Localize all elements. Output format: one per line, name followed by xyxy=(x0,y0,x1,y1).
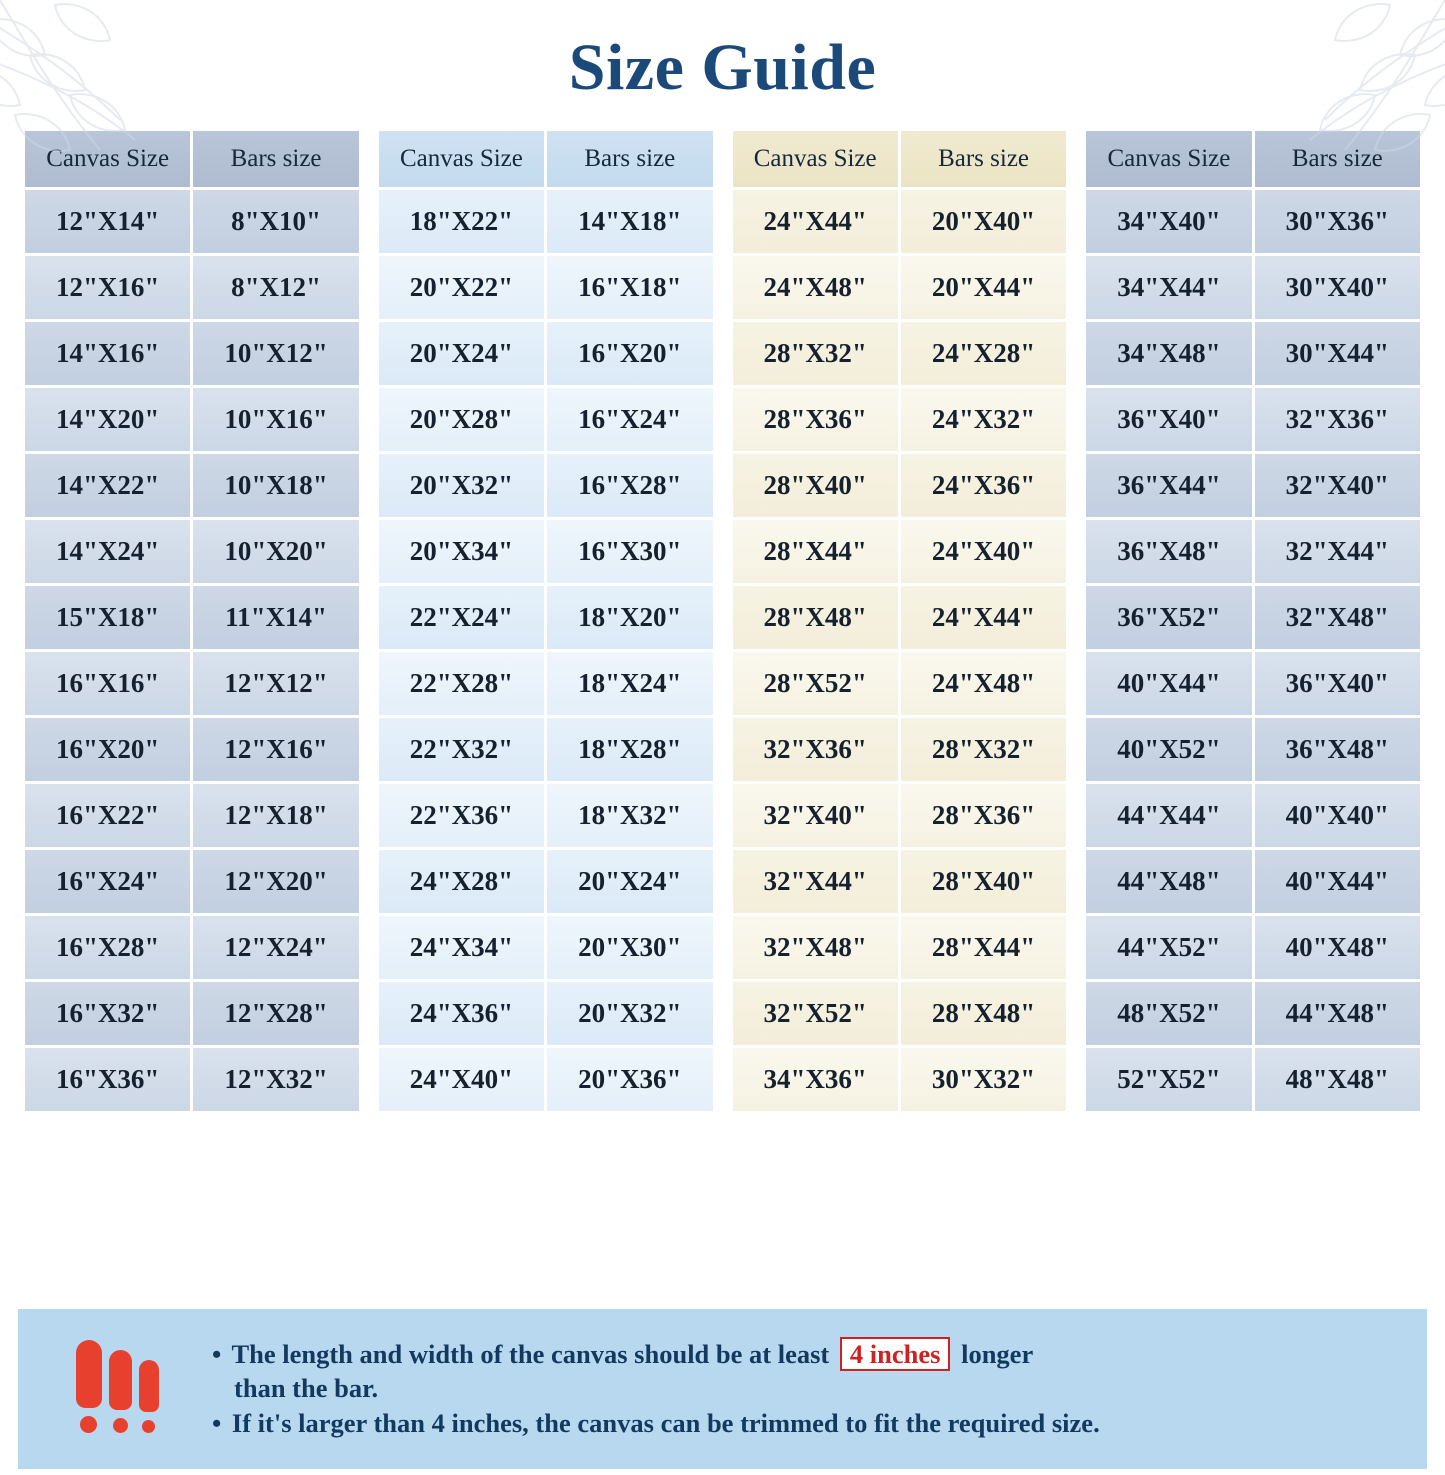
bars-size-cell: 24"X40" xyxy=(901,520,1066,583)
size-table-3 xyxy=(730,128,1070,1114)
table-row xyxy=(733,784,1067,847)
canvas-size-cell: 32"X36" xyxy=(733,718,898,781)
bars-size-cell: 40"X48" xyxy=(1255,916,1420,979)
canvas-size-cell: 32"X40" xyxy=(733,784,898,847)
canvas-size-cell: 20"X34" xyxy=(379,520,544,583)
table-row xyxy=(379,1048,713,1111)
bars-size-cell: 12"X28" xyxy=(193,982,358,1045)
canvas-size-cell: 28"X32" xyxy=(733,322,898,385)
canvas-size-cell: 34"X36" xyxy=(733,1048,898,1111)
table-row xyxy=(1086,190,1420,253)
bars-size-cell: 16"X30" xyxy=(547,520,712,583)
canvas-size-cell: 24"X44" xyxy=(733,190,898,253)
table-row xyxy=(1086,454,1420,517)
size-table-4 xyxy=(1083,128,1423,1114)
column-header-canvas: Canvas Size xyxy=(379,131,544,187)
table-row xyxy=(1086,256,1420,319)
bars-size-cell: 28"X32" xyxy=(901,718,1066,781)
bars-size-cell: 30"X36" xyxy=(1255,190,1420,253)
table-row xyxy=(25,388,359,451)
exclamation-marks-icon xyxy=(22,1340,212,1439)
bars-size-cell: 30"X44" xyxy=(1255,322,1420,385)
canvas-size-cell: 48"X52" xyxy=(1086,982,1251,1045)
table-row xyxy=(733,982,1067,1045)
table-row xyxy=(25,718,359,781)
bars-size-cell: 30"X40" xyxy=(1255,256,1420,319)
bars-size-cell: 32"X48" xyxy=(1255,586,1420,649)
canvas-size-cell: 28"X48" xyxy=(733,586,898,649)
table-header-row xyxy=(1086,131,1420,187)
canvas-size-cell: 22"X32" xyxy=(379,718,544,781)
column-header-bars: Bars size xyxy=(901,131,1066,187)
column-header-bars: Bars size xyxy=(193,131,358,187)
table-row xyxy=(379,718,713,781)
canvas-size-cell: 16"X22" xyxy=(25,784,190,847)
canvas-size-cell: 34"X40" xyxy=(1086,190,1251,253)
table-row xyxy=(733,718,1067,781)
bars-size-cell: 10"X16" xyxy=(193,388,358,451)
canvas-size-cell: 14"X24" xyxy=(25,520,190,583)
table-header-row xyxy=(25,131,359,187)
canvas-size-cell: 22"X24" xyxy=(379,586,544,649)
table-row xyxy=(733,652,1067,715)
bars-size-cell: 14"X18" xyxy=(547,190,712,253)
bars-size-cell: 10"X20" xyxy=(193,520,358,583)
table-row xyxy=(379,256,713,319)
canvas-size-cell: 40"X44" xyxy=(1086,652,1251,715)
canvas-size-cell: 36"X40" xyxy=(1086,388,1251,451)
column-header-canvas: Canvas Size xyxy=(1086,131,1251,187)
canvas-size-cell: 32"X48" xyxy=(733,916,898,979)
size-table-1 xyxy=(22,128,362,1114)
table-row xyxy=(733,256,1067,319)
bars-size-cell: 36"X48" xyxy=(1255,718,1420,781)
bars-size-cell: 8"X10" xyxy=(193,190,358,253)
canvas-size-cell: 24"X34" xyxy=(379,916,544,979)
bars-size-cell: 24"X36" xyxy=(901,454,1066,517)
canvas-size-cell: 40"X52" xyxy=(1086,718,1251,781)
table-row xyxy=(25,586,359,649)
bars-size-cell: 24"X28" xyxy=(901,322,1066,385)
table-row xyxy=(733,388,1067,451)
bars-size-cell: 32"X36" xyxy=(1255,388,1420,451)
bars-size-cell: 18"X32" xyxy=(547,784,712,847)
table-row xyxy=(25,916,359,979)
table-row xyxy=(25,982,359,1045)
note-1-text-a: The length and width of the canvas should be at least xyxy=(231,1338,830,1369)
canvas-size-cell: 14"X22" xyxy=(25,454,190,517)
canvas-size-cell: 44"X44" xyxy=(1086,784,1251,847)
bars-size-cell: 48"X48" xyxy=(1255,1048,1420,1111)
canvas-size-cell: 36"X48" xyxy=(1086,520,1251,583)
table-row xyxy=(1086,322,1420,385)
bars-size-cell: 20"X32" xyxy=(547,982,712,1045)
canvas-size-cell: 15"X18" xyxy=(25,586,190,649)
size-tables-container xyxy=(18,128,1427,1114)
canvas-size-cell: 14"X20" xyxy=(25,388,190,451)
bars-size-cell: 10"X12" xyxy=(193,322,358,385)
bars-size-cell: 24"X32" xyxy=(901,388,1066,451)
table-row xyxy=(1086,520,1420,583)
table-row xyxy=(733,916,1067,979)
bars-size-cell: 40"X44" xyxy=(1255,850,1420,913)
table-row xyxy=(379,586,713,649)
canvas-size-cell: 12"X16" xyxy=(25,256,190,319)
table-row xyxy=(379,454,713,517)
bars-size-cell: 24"X44" xyxy=(901,586,1066,649)
table-row xyxy=(379,916,713,979)
bars-size-cell: 20"X30" xyxy=(547,916,712,979)
table-row xyxy=(25,520,359,583)
note-1-text-b: longer xyxy=(961,1338,1034,1369)
canvas-size-cell: 22"X28" xyxy=(379,652,544,715)
page-title: Size Guide xyxy=(568,31,877,104)
bars-size-cell: 28"X40" xyxy=(901,850,1066,913)
bars-size-cell: 32"X44" xyxy=(1255,520,1420,583)
bars-size-cell: 28"X48" xyxy=(901,982,1066,1045)
canvas-size-cell: 32"X44" xyxy=(733,850,898,913)
table-row xyxy=(25,1048,359,1111)
canvas-size-cell: 14"X16" xyxy=(25,322,190,385)
table-row xyxy=(733,190,1067,253)
bars-size-cell: 36"X40" xyxy=(1255,652,1420,715)
table-row xyxy=(1086,784,1420,847)
notes-text xyxy=(212,1335,1417,1444)
canvas-size-cell: 20"X28" xyxy=(379,388,544,451)
bars-size-cell: 18"X20" xyxy=(547,586,712,649)
bars-size-cell: 28"X44" xyxy=(901,916,1066,979)
table-row xyxy=(379,784,713,847)
bars-size-cell: 20"X36" xyxy=(547,1048,712,1111)
bars-size-cell: 32"X40" xyxy=(1255,454,1420,517)
canvas-size-cell: 16"X32" xyxy=(25,982,190,1045)
canvas-size-cell: 32"X52" xyxy=(733,982,898,1045)
canvas-size-cell: 24"X48" xyxy=(733,256,898,319)
table-row xyxy=(733,454,1067,517)
canvas-size-cell: 36"X44" xyxy=(1086,454,1251,517)
canvas-size-cell: 24"X36" xyxy=(379,982,544,1045)
bars-size-cell: 16"X18" xyxy=(547,256,712,319)
canvas-size-cell: 20"X22" xyxy=(379,256,544,319)
bars-size-cell: 10"X18" xyxy=(193,454,358,517)
table-row xyxy=(379,190,713,253)
canvas-size-cell: 22"X36" xyxy=(379,784,544,847)
canvas-size-cell: 20"X24" xyxy=(379,322,544,385)
table-row xyxy=(25,784,359,847)
canvas-size-cell: 24"X40" xyxy=(379,1048,544,1111)
table-row xyxy=(379,322,713,385)
bars-size-cell: 12"X18" xyxy=(193,784,358,847)
table-row xyxy=(379,982,713,1045)
note-1-highlight: 4 inches xyxy=(840,1337,951,1371)
canvas-size-cell: 18"X22" xyxy=(379,190,544,253)
size-guide-page xyxy=(0,30,1445,1475)
bars-size-cell: 18"X28" xyxy=(547,718,712,781)
table-row xyxy=(1086,850,1420,913)
table-row xyxy=(1086,718,1420,781)
table-row xyxy=(733,1048,1067,1111)
column-header-canvas: Canvas Size xyxy=(733,131,898,187)
bars-size-cell: 30"X32" xyxy=(901,1048,1066,1111)
canvas-size-cell: 36"X52" xyxy=(1086,586,1251,649)
bars-size-cell: 12"X20" xyxy=(193,850,358,913)
bars-size-cell: 20"X44" xyxy=(901,256,1066,319)
bars-size-cell: 18"X24" xyxy=(547,652,712,715)
table-row xyxy=(25,322,359,385)
canvas-size-cell: 20"X32" xyxy=(379,454,544,517)
canvas-size-cell: 34"X44" xyxy=(1086,256,1251,319)
table-header-row xyxy=(379,131,713,187)
note-1-text-c: than the bar. xyxy=(234,1372,379,1403)
bars-size-cell: 44"X48" xyxy=(1255,982,1420,1045)
bullet-icon: • xyxy=(212,1408,222,1439)
canvas-size-cell: 16"X28" xyxy=(25,916,190,979)
bullet-icon: • xyxy=(212,1338,222,1369)
bars-size-cell: 20"X40" xyxy=(901,190,1066,253)
canvas-size-cell: 16"X36" xyxy=(25,1048,190,1111)
bars-size-cell: 24"X48" xyxy=(901,652,1066,715)
table-row xyxy=(733,850,1067,913)
bars-size-cell: 16"X20" xyxy=(547,322,712,385)
table-row xyxy=(25,256,359,319)
table-row xyxy=(379,652,713,715)
bars-size-cell: 12"X16" xyxy=(193,718,358,781)
table-row xyxy=(379,520,713,583)
canvas-size-cell: 28"X40" xyxy=(733,454,898,517)
column-header-bars: Bars size xyxy=(547,131,712,187)
canvas-size-cell: 28"X36" xyxy=(733,388,898,451)
bars-size-cell: 12"X12" xyxy=(193,652,358,715)
size-table-2 xyxy=(376,128,716,1114)
canvas-size-cell: 16"X20" xyxy=(25,718,190,781)
table-row xyxy=(25,652,359,715)
bars-size-cell: 16"X24" xyxy=(547,388,712,451)
bars-size-cell: 20"X24" xyxy=(547,850,712,913)
table-row xyxy=(1086,916,1420,979)
canvas-size-cell: 34"X48" xyxy=(1086,322,1251,385)
table-row xyxy=(25,454,359,517)
note-2-text: If it's larger than 4 inches, the canvas can be trimmed to fit the required size. xyxy=(231,1408,1100,1439)
table-row xyxy=(379,388,713,451)
bars-size-cell: 11"X14" xyxy=(193,586,358,649)
canvas-size-cell: 24"X28" xyxy=(379,850,544,913)
canvas-size-cell: 44"X48" xyxy=(1086,850,1251,913)
table-header-row xyxy=(733,131,1067,187)
table-row xyxy=(25,190,359,253)
bars-size-cell: 8"X12" xyxy=(193,256,358,319)
note-line-2 xyxy=(212,1407,1417,1441)
table-row xyxy=(1086,1048,1420,1111)
table-row xyxy=(1086,982,1420,1045)
table-row xyxy=(25,850,359,913)
canvas-size-cell: 44"X52" xyxy=(1086,916,1251,979)
table-row xyxy=(733,322,1067,385)
canvas-size-cell: 28"X52" xyxy=(733,652,898,715)
bars-size-cell: 12"X32" xyxy=(193,1048,358,1111)
note-line-1 xyxy=(212,1337,1417,1406)
bars-size-cell: 28"X36" xyxy=(901,784,1066,847)
canvas-size-cell: 16"X24" xyxy=(25,850,190,913)
table-row xyxy=(1086,652,1420,715)
column-header-canvas: Canvas Size xyxy=(25,131,190,187)
table-row xyxy=(1086,586,1420,649)
table-row xyxy=(1086,388,1420,451)
canvas-size-cell: 52"X52" xyxy=(1086,1048,1251,1111)
table-row xyxy=(733,520,1067,583)
column-header-bars: Bars size xyxy=(1255,131,1420,187)
bars-size-cell: 16"X28" xyxy=(547,454,712,517)
table-row xyxy=(379,850,713,913)
canvas-size-cell: 12"X14" xyxy=(25,190,190,253)
notes-panel xyxy=(18,1309,1427,1469)
bars-size-cell: 12"X24" xyxy=(193,916,358,979)
canvas-size-cell: 16"X16" xyxy=(25,652,190,715)
bars-size-cell: 40"X40" xyxy=(1255,784,1420,847)
canvas-size-cell: 28"X44" xyxy=(733,520,898,583)
table-row xyxy=(733,586,1067,649)
